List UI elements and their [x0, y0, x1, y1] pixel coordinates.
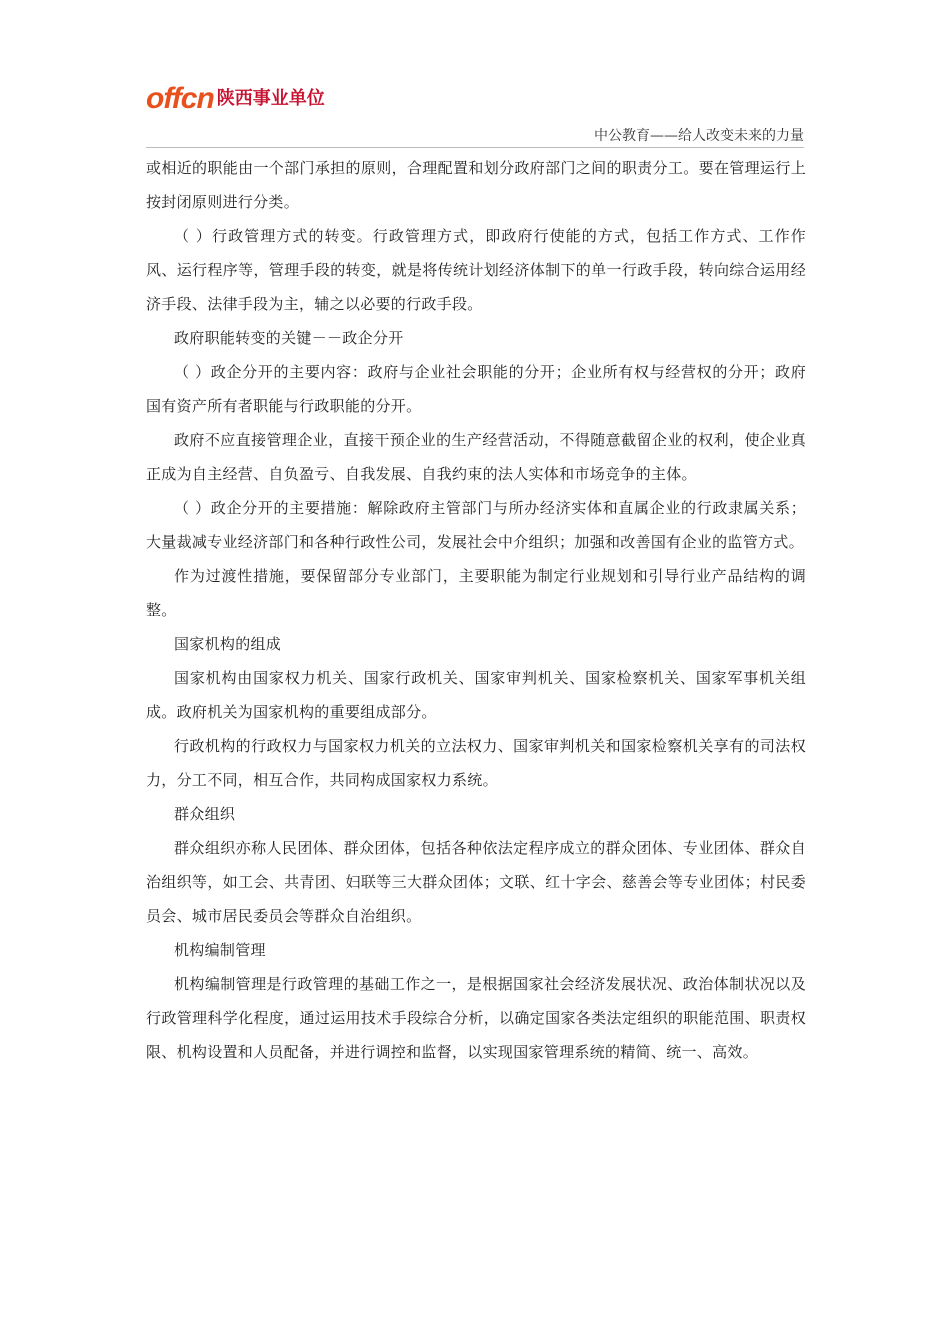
paragraph: 国家机构由国家权力机关、国家行政机关、国家审判机关、国家检察机关、国家军事机关组成。政府机关为国家机构的重要组成部分。 [146, 669, 806, 721]
header-slogan: 中公教育——给人改变未来的力量 [594, 128, 804, 144]
section-heading: 政府职能转变的关键－－政企分开 [174, 329, 404, 347]
paragraph: （ ）政企分开的主要内容：政府与企业社会职能的分开；企业所有权与经营权的分开；政府国有资产所有者职能与行政职能的分开。 [146, 363, 806, 415]
paragraph: 政府不应直接管理企业，直接干预企业的生产经营活动，不得随意截留企业的权利，使企业真正成为自主经营、自负盈亏、自我发展、自我约束的法人实体和市场竞争的主体。 [146, 431, 806, 483]
paragraph-continuation: 或相近的职能由一个部门承担的原则，合理配置和划分政府部门之间的职责分工。要在管理运行上按封闭原则进行分类。 [146, 159, 806, 211]
section-heading: 机构编制管理 [174, 941, 266, 959]
paragraph: 作为过渡性措施，要保留部分专业部门，主要职能为制定行业规划和引导行业产品结构的调整。 [146, 567, 806, 619]
paragraph: 机构编制管理是行政管理的基础工作之一，是根据国家社会经济发展状况、政治体制状况以及行政管理科学化程度，通过运用技术手段综合分析，以确定国家各类法定组织的职能范围、职责权限、机构设置和人员配备，并进行调控和监督，以实现国家管理系统的精简、统一、高效。 [146, 975, 806, 1061]
offcn-logo [146, 83, 325, 115]
section-heading: 群众组织 [174, 805, 236, 823]
paragraph: （ ）行政管理方式的转变。行政管理方式，即政府行使能的方式，包括工作方式、工作作风、运行程序等，管理手段的转变，就是将传统计划经济体制下的单一行政手段，转向综合运用经济手段、法律手段为主，辅之以必要的行政手段。 [146, 227, 806, 313]
logo-mark: offcn [146, 82, 214, 115]
header-divider [146, 147, 804, 148]
section-heading: 国家机构的组成 [174, 635, 282, 653]
logo-text: 陕西事业单位 [216, 88, 325, 109]
document-body [146, 151, 806, 1069]
paragraph: （ ）政企分开的主要措施：解除政府主管部门与所办经济实体和直属企业的行政隶属关系；大量裁减专业经济部门和各种行政性公司，发展社会中介组织；加强和改善国有企业的监管方式。 [146, 499, 806, 551]
paragraph: 群众组织亦称人民团体、群众团体，包括各种依法定程序成立的群众团体、专业团体、群众自治组织等，如工会、共青团、妇联等三大群众团体；文联、红十字会、慈善会等专业团体；村民委员会、城市居民委员会等群众自治组织。 [146, 839, 806, 925]
paragraph: 行政机构的行政权力与国家权力机关的立法权力、国家审判机关和国家检察机关享有的司法权力，分工不同，相互合作，共同构成国家权力系统。 [146, 737, 806, 789]
